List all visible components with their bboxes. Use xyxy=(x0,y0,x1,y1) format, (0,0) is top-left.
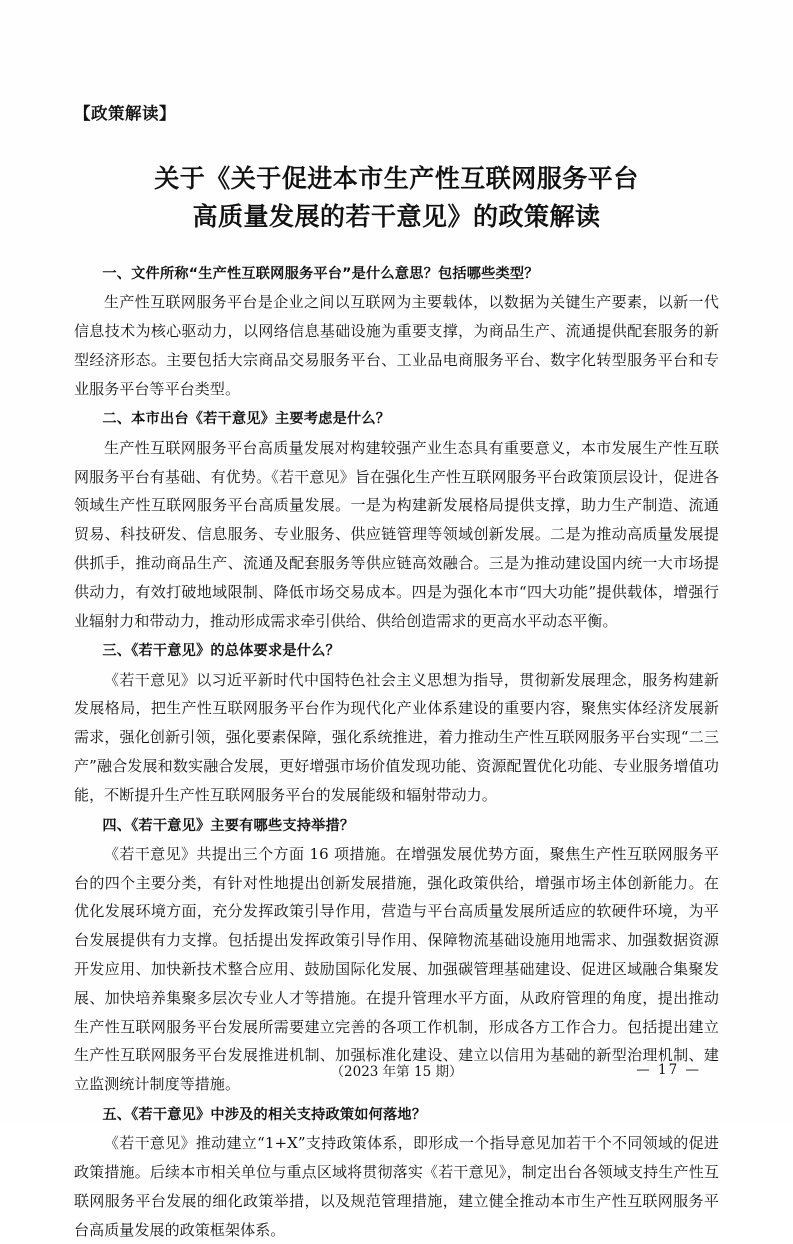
section-heading: 二、本市出台《若干意见》主要考虑是什么？ xyxy=(102,411,391,428)
section-heading: 三、《若干意见》的总体要求是什么？ xyxy=(102,643,340,660)
page-title xyxy=(74,160,719,235)
section-4 xyxy=(74,813,719,1099)
page-title-line-1: 关于《关于促进本市生产性互联网服务平台 xyxy=(154,164,639,193)
section-5 xyxy=(74,1102,719,1244)
section-3 xyxy=(74,638,719,809)
section-paragraph: 《若干意见》以习近平新时代中国特色社会主义思想为指导，贯彻新发展理念，服务构建新发展格局，把生产性互联网服务平台作为现代化产业体系建设的重要内容，聚焦实体经济发展新需求，强化创新引领，强化要素保障，强化系统推进，着力推动生产性互联网服务平台实现“二三产”融合发展和数实融合发展，更好增强市场价值发现功能、资源配置优化功能、专业服务增值功能，不断提升生产性互联网服务平台的发展能级和辐射带动力。 xyxy=(74,670,719,804)
section-paragraph: 生产性互联网服务平台是企业之间以互联网为主要载体，以数据为关键生产要素，以新一代信息技术为核心驱动力，以网络信息基础设施为重要支撑，为商品生产、流通提供配套服务的新型经济形态。主要包括大宗商品交易服务平台、工业品电商服务平台、数字化转型服务平台和专业服务平台等平台类型。 xyxy=(74,293,719,398)
section-heading: 一、文件所称“生产性互联网服务平台”是什么意思？包括哪些类型？ xyxy=(102,266,539,282)
section-paragraph: 《若干意见》共提出三个方面 16 项措施。在增强发展优势方面，聚焦生产性互联网服务平台的四个主要分类，有针对性地提出创新发展措施，强化政策供给，增强市场主体创新能力。在优化发展环境方面，充分发挥政策引导作用，营造与平台高质量发展所适应的软硬件环境，为平台发展提供有力支撑。包括提出发挥政策引导作用、保障物流基础设施用地需求、加强数据资源开发应用、加快新技术整合应用、鼓励国际化发展、加强碳管理基础建设、促进区域融合集聚发展、加快培养集聚多层次专业人才等措施。在提升管理水平方面，从政府管理的角度，提出推动生产性互联网服务平台发展所需要建立完善的各项工作机制，形成各方工作合力。包括提出建立生产性互联网服务平台发展推进机制、加强标准化建设、建立以信用为基础的新型治理机制、建立监测统计制度等措施。 xyxy=(74,844,719,1094)
section-2 xyxy=(74,406,719,635)
section-1 xyxy=(74,261,719,403)
section-heading: 四、《若干意见》主要有哪些支持举措？ xyxy=(102,817,355,834)
page-number: — 17 — xyxy=(636,1062,701,1078)
section-paragraph: 生产性互联网服务平台高质量发展对构建较强产业生态具有重要意义，本市发展生产性互联网服务平台有基础、有优势。《若干意见》旨在强化生产性互联网服务平台政策顶层设计，促进各领域生产性互联网服务平台高质量发展。一是为构建新发展格局提供支撑，助力生产制造、流通贸易、科技研发、信息服务、专业服务、供应链管理等领域创新发展。二是为推动高质量发展提供抓手，推动商品生产、流通及配套服务等供应链高效融合。三是为推动建设国内统一大市场提供动力，有效打破地域限制、降低市场交易成本。四是为强化本市“四大功能”提供载体，增强行业辐射力和带动力，推动形成需求牵引供给、供给创造需求的更高水平动态平衡。 xyxy=(74,438,719,630)
section-heading: 五、《若干意见》中涉及的相关支持政策如何落地？ xyxy=(102,1106,427,1123)
page-title-line-2: 高质量发展的若干意见》的政策解读 xyxy=(192,201,601,231)
section-paragraph: 《若干意见》推动建立“1+X”支持政策体系，即形成一个指导意见加若干个不同领域的促进政策措施。后续本市相关单位与重点区域将贯彻落实《若干意见》，制定出台各领域支持生产性互联网服务平台发展的细化政策举措，以及规范管理措施，建立健全推动本市生产性互联网服务平台高质量发展的政策框架体系。 xyxy=(74,1134,719,1239)
document-kicker: 【政策解读】 xyxy=(74,104,176,123)
issue-label: （2023 年第 15 期） xyxy=(330,1064,463,1080)
